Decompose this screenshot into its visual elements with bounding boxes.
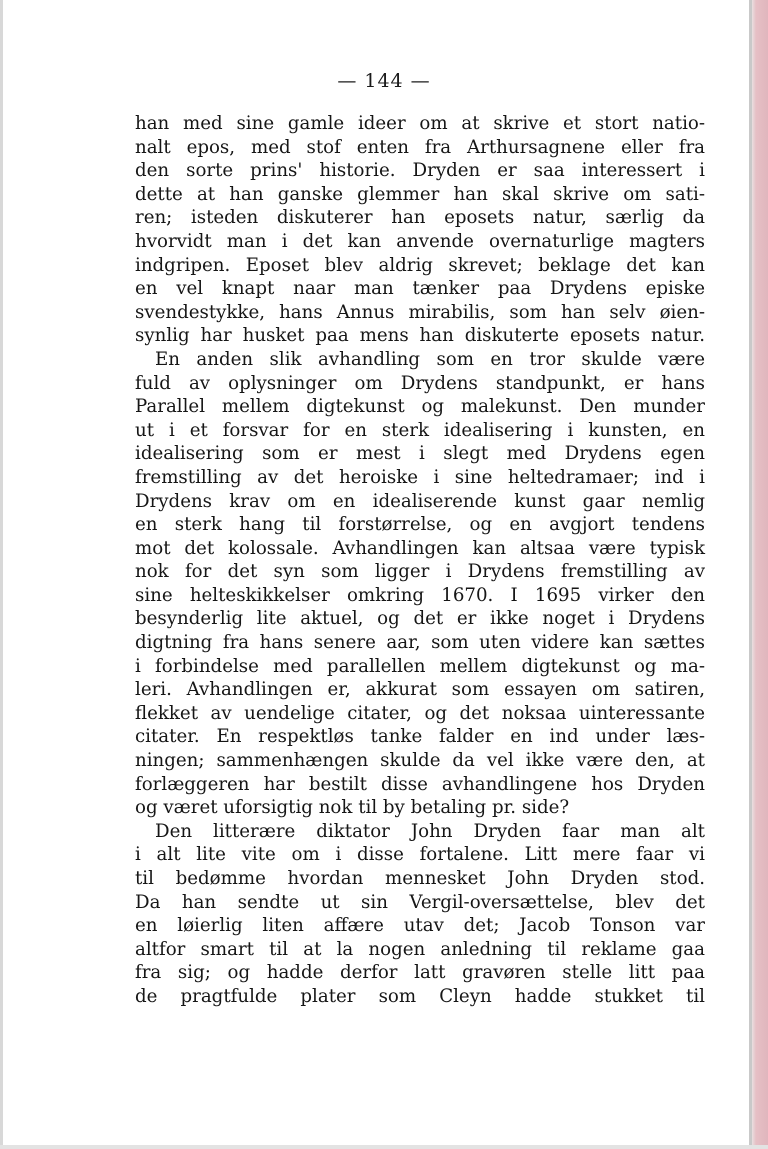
- text-line: citater. En respektløs tanke falder en ind under læs-: [135, 726, 705, 748]
- text-line: altfor smart til at la nogen anledning til reklame gaa: [135, 938, 705, 960]
- text-line: fremstilling av det heroiske i sine heltedramaer; ind i: [135, 466, 705, 488]
- text-line: leri. Avhandlingen er, akkurat som essayen om satiren,: [135, 679, 705, 701]
- text-line: flekket av uendelige citater, og det noksaa uinteressante: [135, 702, 705, 724]
- text-line: den sorte prins' historie. Dryden er saa interessert i: [135, 160, 705, 182]
- page-right-edge: [752, 0, 768, 1149]
- text-line: sine helteskikkelser omkring 1670. I 1695 virker den: [135, 584, 705, 606]
- text-line: i forbindelse med parallellen mellem digtekunst og ma-: [135, 655, 705, 677]
- text-line: i alt lite vite om i disse fortalene. Litt mere faar vi: [135, 844, 705, 866]
- text-line: de pragtfulde plater som Cleyn hadde stukket til: [135, 985, 705, 1007]
- text-line: svendestykke, hans Annus mirabilis, som han selv øien-: [135, 301, 705, 323]
- text-line: dette at han ganske glemmer han skal skrive om sati-: [135, 183, 705, 205]
- text-line: nalt epos, med stof enten fra Arthursagnene eller fra: [135, 136, 705, 158]
- text-line: digtning fra hans senere aar, som uten videre kan sættes: [135, 632, 705, 654]
- text-line: og været uforsigtig nok til by betaling pr. side?: [135, 797, 570, 819]
- text-line: indgripen. Eposet blev aldrig skrevet; beklage det kan: [135, 254, 705, 276]
- page-bottom-edge: [0, 1145, 768, 1149]
- text-line: idealisering som er mest i slegt med Drydens egen: [135, 443, 705, 465]
- text-line: Parallel mellem digtekunst og malekunst. Den munder: [135, 396, 705, 418]
- text-line: han med sine gamle ideer om at skrive et stort natio-: [135, 113, 705, 134]
- text-line: synlig har husket paa mens han diskuterte eposets natur.: [135, 325, 705, 347]
- text-line: En anden slik avhandling som en tror skulde være: [155, 348, 705, 370]
- text-line: Den litterære diktator John Dryden faar man alt: [155, 820, 705, 842]
- text-line: hvorvidt man i det kan anvende overnaturlige magters: [135, 230, 705, 252]
- text-line: besynderlig lite aktuel, og det er ikke noget i Drydens: [135, 608, 705, 630]
- text-line: en sterk hang til forstørrelse, og en avgjort tendens: [135, 514, 705, 536]
- text-line: ut i et forsvar for en sterk idealisering i kunsten, en: [135, 419, 705, 441]
- text-line: ren; isteden diskuterer han eposets natur, særlig da: [135, 207, 705, 229]
- text-line: fuld av oplysninger om Drydens standpunkt, er hans: [135, 372, 705, 394]
- page-number: — 144 —: [337, 70, 431, 92]
- text-line: Drydens krav om en idealiserende kunst gaar nemlig: [135, 490, 705, 512]
- body-text: [135, 112, 705, 1009]
- text-line: nok for det syn som ligger i Drydens fremstilling av: [135, 561, 705, 583]
- text-line: fra sig; og hadde derfor latt gravøren stelle litt paa: [135, 962, 705, 984]
- text-line: til bedømme hvordan mennesket John Dryden stod.: [135, 868, 705, 889]
- text-line: forlæggeren har bestilt disse avhandlingene hos Dryden: [135, 773, 705, 795]
- text-line: mot det kolossale. Avhandlingen kan altsaa være typisk: [135, 537, 705, 559]
- text-line: en løierlig liten affære utav det; Jacob Tonson var: [135, 915, 705, 937]
- page-left-edge: [0, 0, 3, 1149]
- text-line: ningen; sammenhængen skulde da vel ikke være den, at: [135, 750, 705, 772]
- text-line: en vel knapt naar man tænker paa Drydens episke: [135, 278, 705, 300]
- text-line: Da han sendte ut sin Vergil-oversættelse, blev det: [135, 891, 705, 913]
